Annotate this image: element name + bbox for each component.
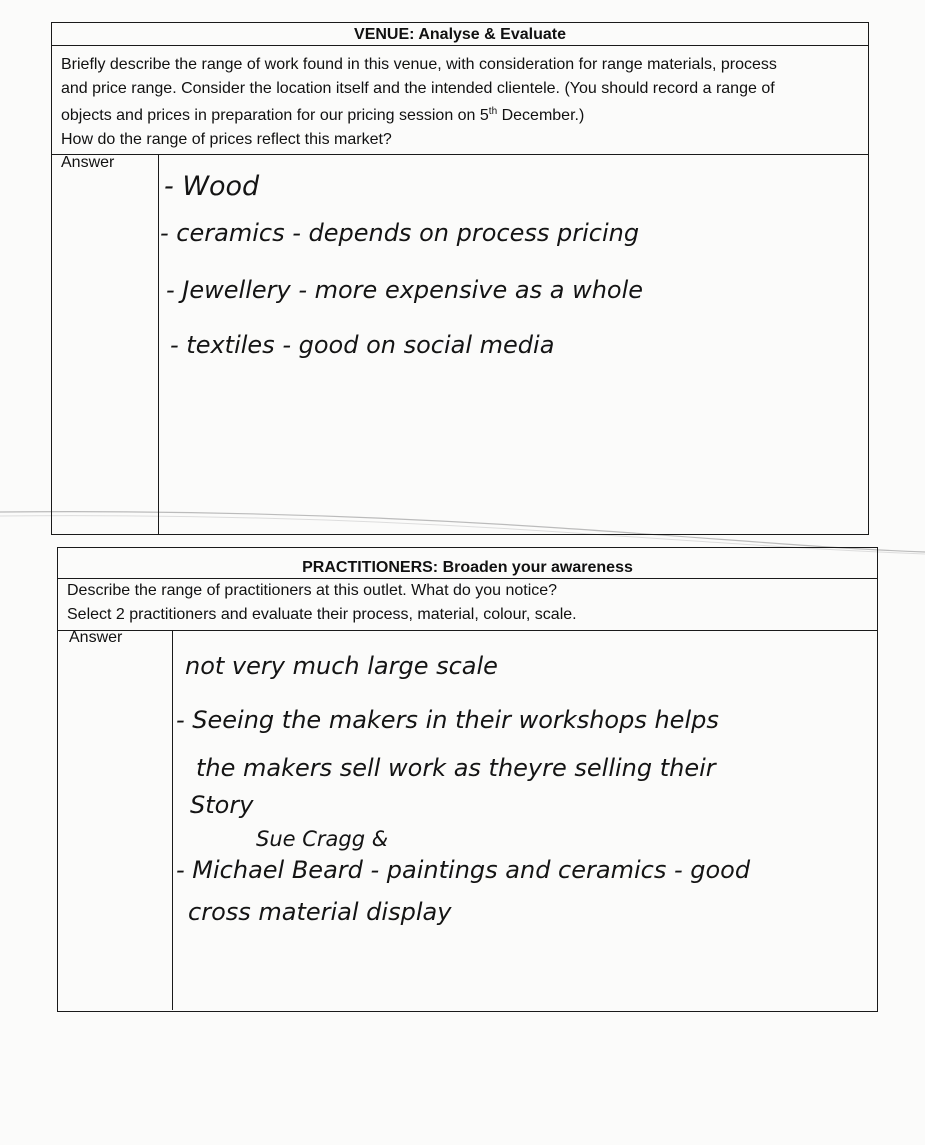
practitioners-section	[57, 547, 878, 1012]
handwritten-line: Sue Cragg &	[256, 827, 389, 851]
handwritten-line: - textiles - good on social media	[170, 331, 555, 359]
venue-prompt-line: How do the range of prices reflect this market?	[61, 130, 392, 148]
handwritten-line: the makers sell work as theyre selling their	[196, 754, 716, 782]
venue-answer-label: Answer	[61, 154, 115, 171]
practitioners-handwritten-answer	[58, 548, 876, 1010]
practitioners-answer-label: Answer	[69, 629, 123, 646]
handwritten-line: - Seeing the makers in their workshops helps	[176, 706, 719, 734]
practitioners-title: PRACTITIONERS: Broaden your awareness	[58, 556, 877, 579]
superscript-th: th	[488, 106, 498, 117]
venue-prompt-line: Briefly describe the range of work found in this venue, with consideration for range materials, process	[61, 56, 777, 73]
venue-section	[51, 22, 869, 535]
venue-prompt-text: objects and prices in preparation for our pricing session on 5	[61, 107, 489, 124]
handwritten-line: - Michael Beard - paintings and ceramics - good	[176, 856, 751, 884]
venue-title: VENUE: Analyse & Evaluate	[52, 23, 868, 46]
handwritten-line: cross material display	[188, 898, 452, 926]
handwritten-line: not very much large scale	[185, 652, 498, 680]
handwritten-line: Story	[190, 791, 254, 819]
venue-prompt-line: and price range. Consider the location itself and the intended clientele. (You should record a range of	[61, 79, 775, 97]
practitioners-prompt-line: Describe the range of practitioners at this outlet. What do you notice?	[67, 582, 558, 599]
handwritten-line: - ceramics - depends on process pricing	[160, 219, 640, 247]
handwritten-line: - Jewellery - more expensive as a whole	[166, 276, 644, 304]
venue-handwritten-answer	[52, 23, 867, 533]
handwritten-line: - Wood	[164, 171, 260, 202]
venue-prompt-text: December.)	[497, 107, 585, 124]
practitioners-prompt-line: Select 2 practitioners and evaluate their process, material, colour, scale.	[67, 605, 577, 623]
